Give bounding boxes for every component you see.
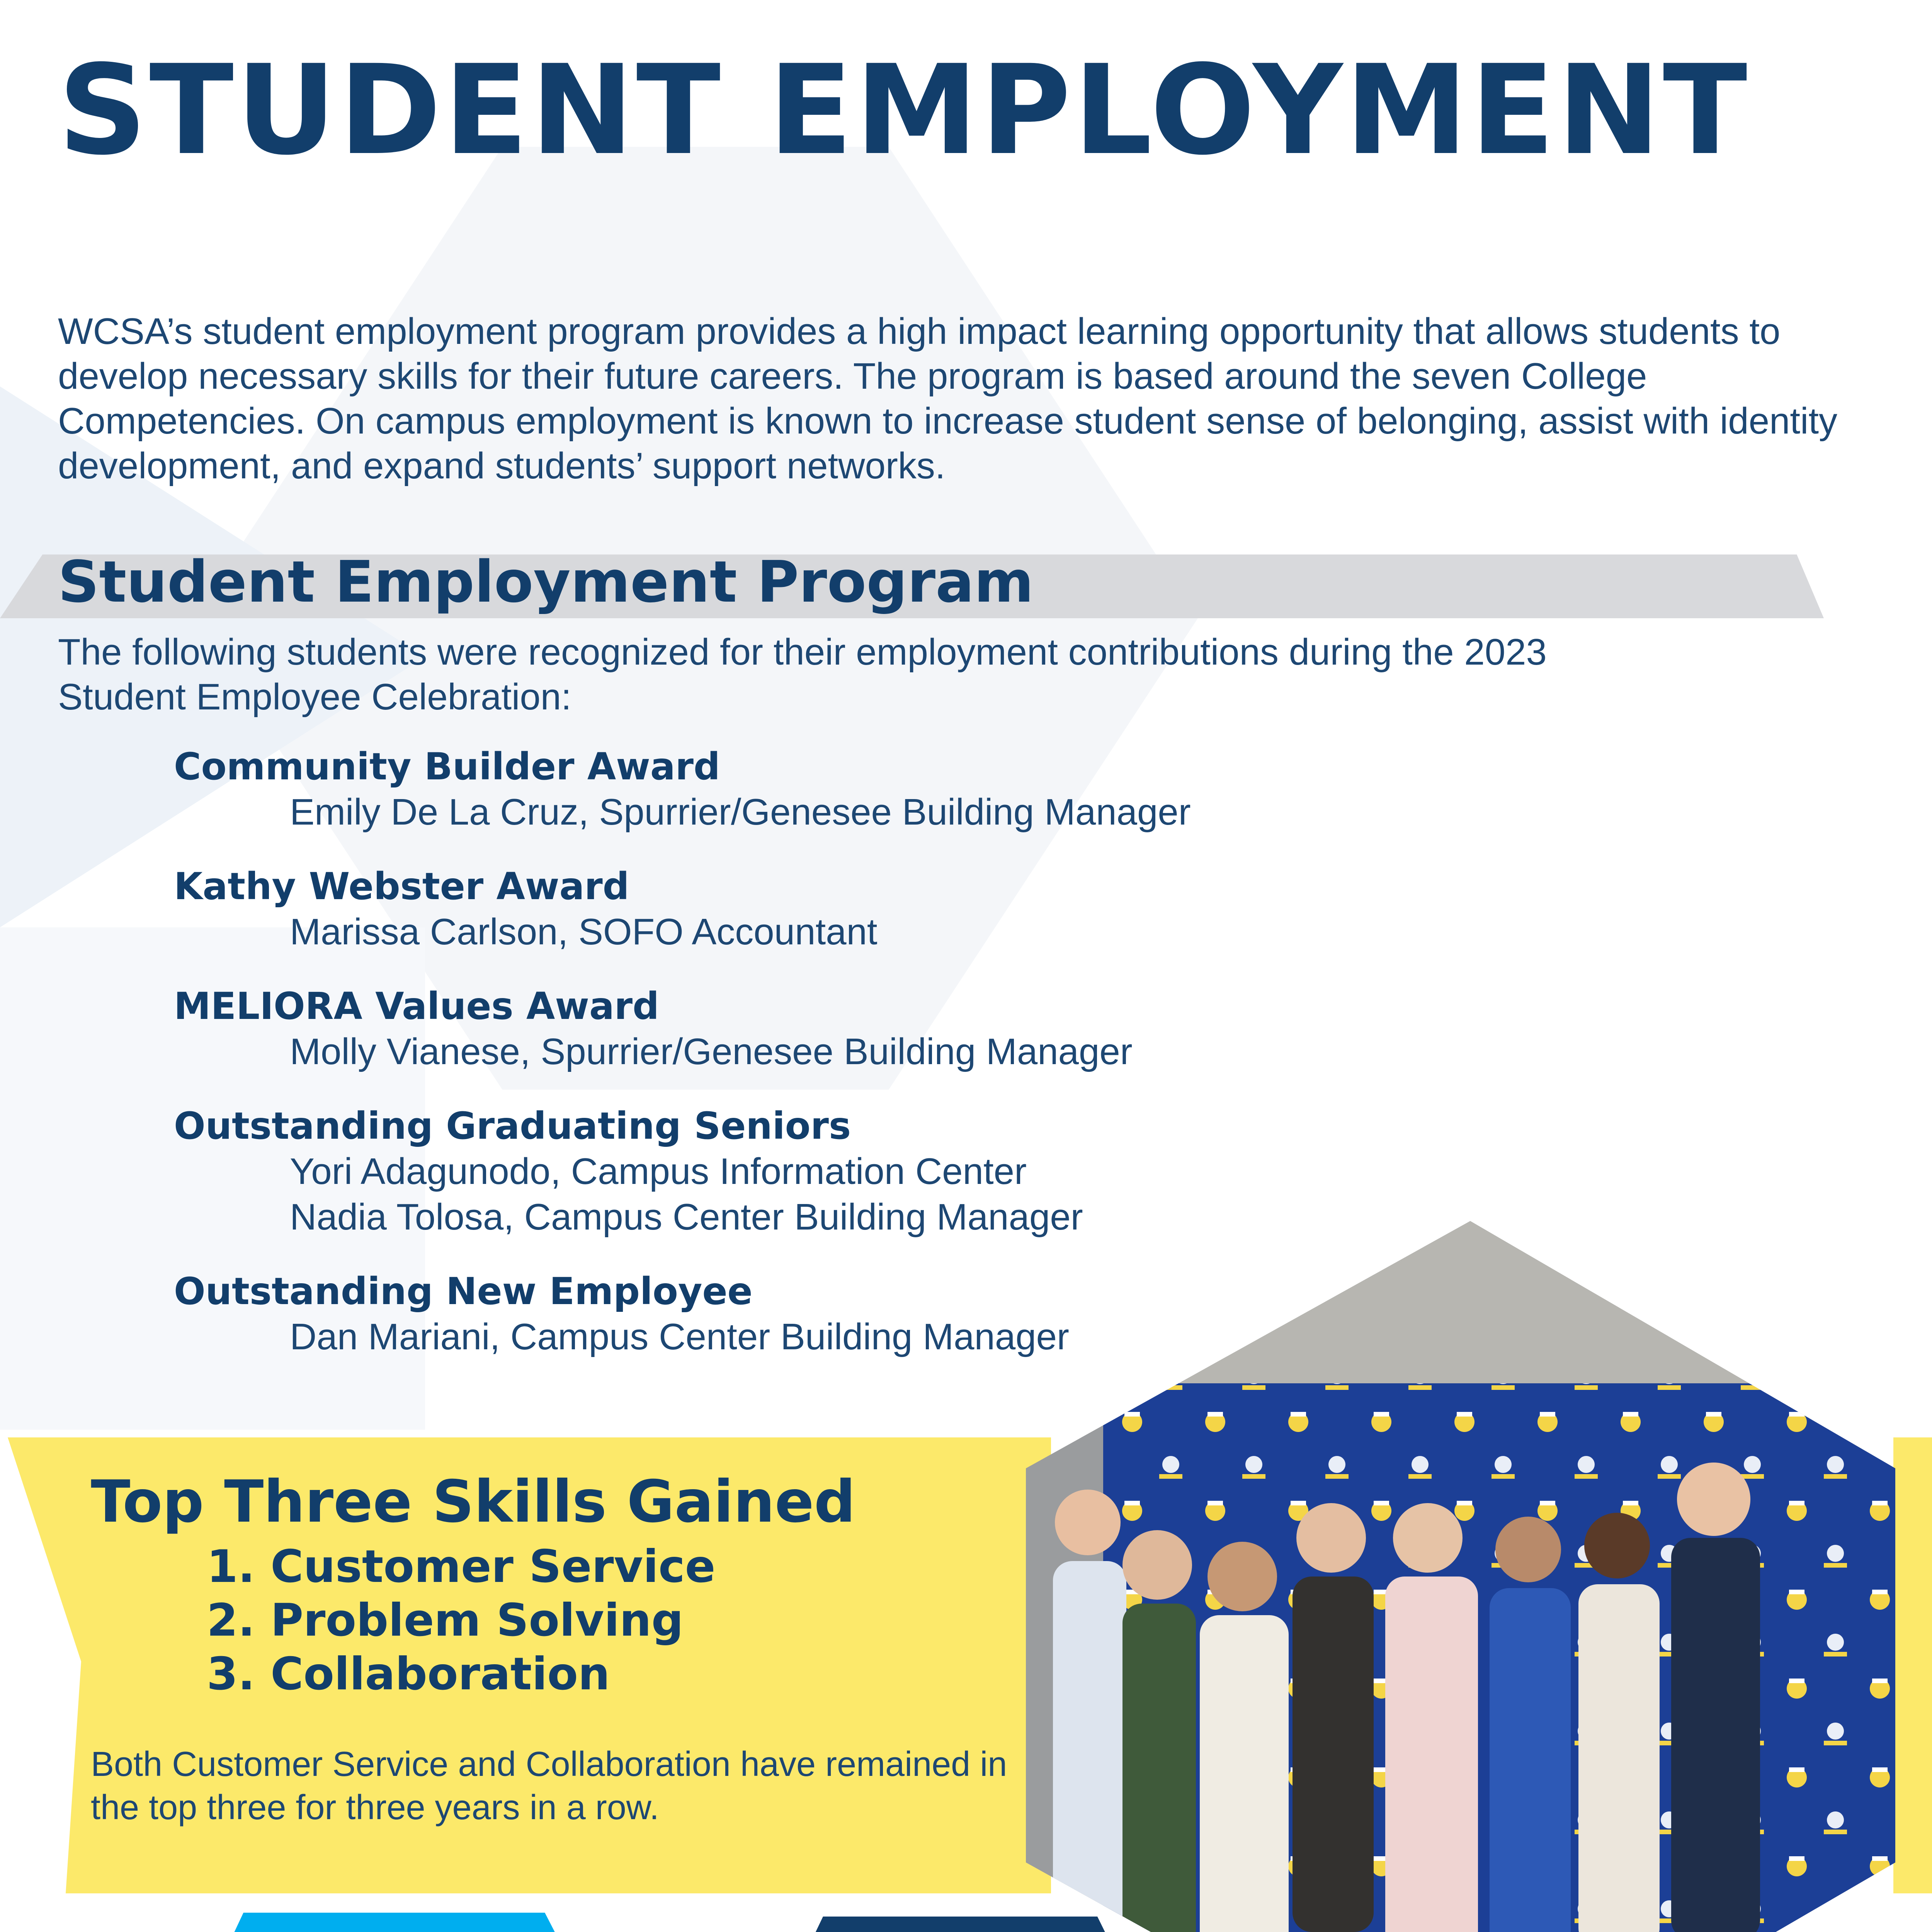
award-recipient: Marissa Carlson, SOFO Accountant bbox=[290, 911, 878, 952]
intro-paragraph: WCSA’s student employment program provides a high impact learning opportunity that allows students to develop necessary skills for their future careers. The program is based around the seven College Competencies. On campus employment is known to increase student sense of belonging, assist with identity development, and expand students’ support networks. bbox=[58, 311, 1838, 486]
award-item bbox=[174, 864, 1410, 955]
award-title: MELIORA Values Award bbox=[174, 985, 659, 1028]
skill-item: 2. Problem Solving bbox=[207, 1594, 684, 1646]
skill-item: 3. Collaboration bbox=[207, 1648, 610, 1700]
award-item bbox=[174, 1269, 1410, 1360]
program-heading: Student Employment Program bbox=[58, 549, 1034, 615]
award-recipient: Yori Adagunodo, Campus Information Center bbox=[290, 1151, 1027, 1192]
award-title: Community Builder Award bbox=[174, 745, 720, 788]
award-recipient: Molly Vianese, Spurrier/Genesee Building Manager bbox=[290, 1031, 1133, 1072]
skills-note: Both Customer Service and Collaboration have remained in the top three for three years in a row. bbox=[91, 1745, 1007, 1827]
award-title: Outstanding Graduating Seniors bbox=[174, 1104, 851, 1148]
skills-list bbox=[207, 1540, 715, 1701]
award-item bbox=[174, 744, 1410, 835]
award-item bbox=[174, 1103, 1410, 1240]
awards-list bbox=[174, 744, 1410, 1388]
page-title: STUDENT EMPLOYMENT bbox=[58, 39, 1750, 182]
award-title: Kathy Webster Award bbox=[174, 865, 629, 908]
skills-heading: Top Three Skills Gained bbox=[91, 1468, 856, 1536]
award-item bbox=[174, 983, 1410, 1075]
award-recipient: Emily De La Cruz, Spurrier/Genesee Building Manager bbox=[290, 791, 1191, 833]
program-intro: The following students were recognized for their employment contributions during the 2023 Student Employee Celebration: bbox=[58, 631, 1547, 718]
skill-item: 1. Customer Service bbox=[207, 1541, 716, 1593]
award-recipient: Dan Mariani, Campus Center Building Manager bbox=[290, 1316, 1069, 1357]
award-title: Outstanding New Employee bbox=[174, 1270, 753, 1313]
award-recipient: Nadia Tolosa, Campus Center Building Manager bbox=[290, 1196, 1083, 1238]
stat-hexagon-blue bbox=[124, 1913, 676, 1932]
